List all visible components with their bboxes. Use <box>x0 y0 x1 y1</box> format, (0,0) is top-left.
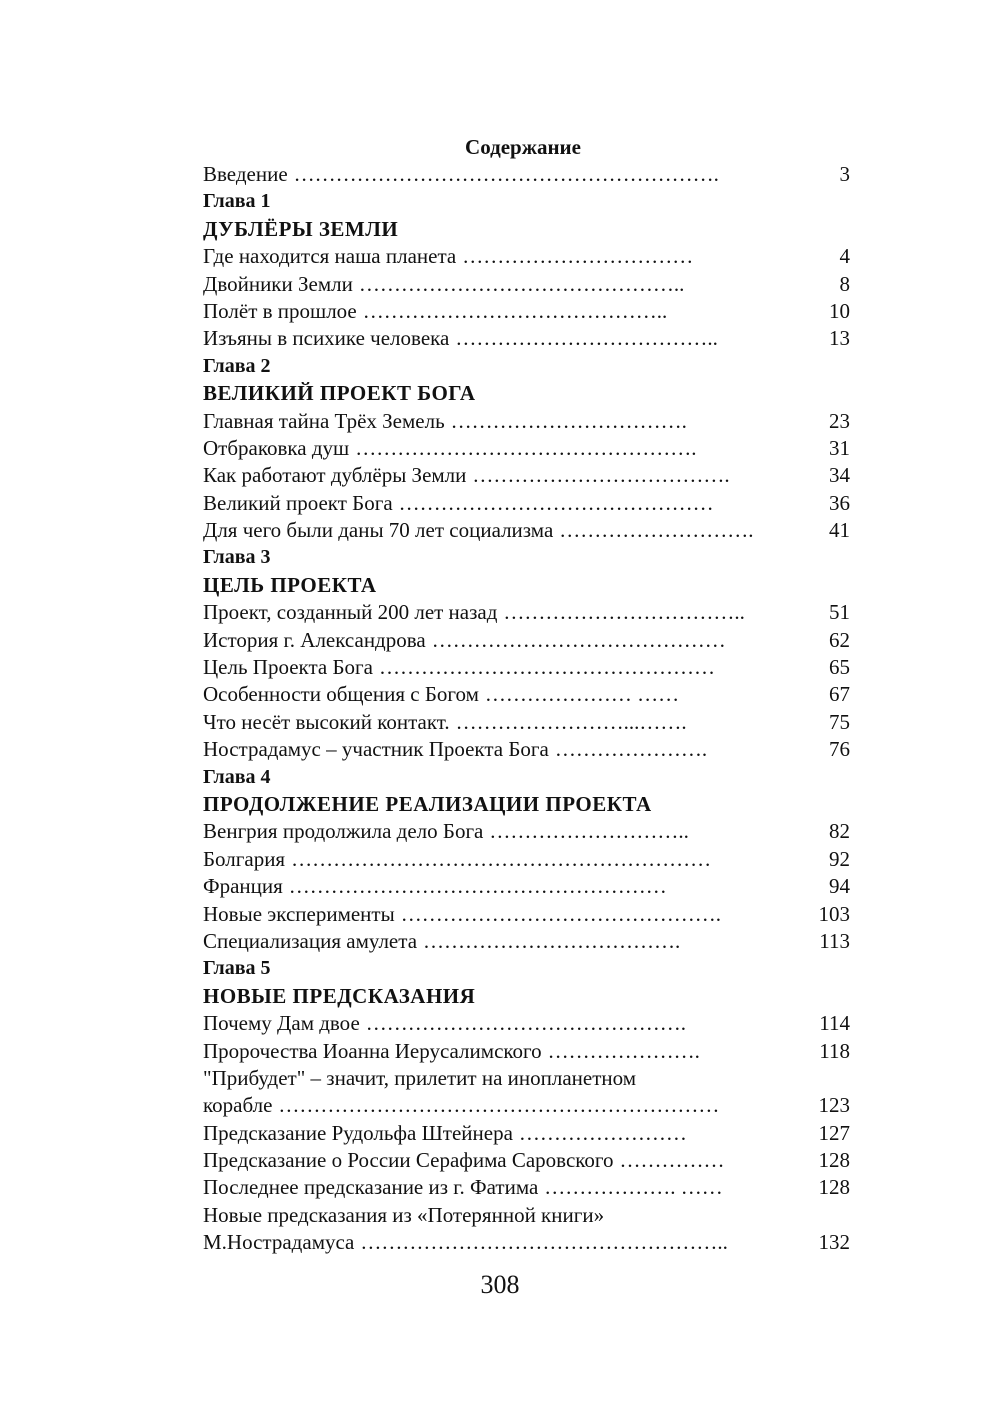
toc-entry-label: Франция <box>203 874 283 899</box>
toc-entry <box>203 243 853 270</box>
toc-entry-leader: …………… <box>619 1148 725 1173</box>
toc-entry-page: 82 <box>829 819 850 844</box>
toc-entry <box>203 408 853 435</box>
toc-entry-label: Специализация амулета <box>203 928 418 953</box>
toc-entry-page: 4 <box>839 244 850 269</box>
toc-rows <box>203 161 853 1257</box>
toc-entry-label: Нострадамус – участник Проекта Бога <box>203 737 549 762</box>
toc-entry-page: 51 <box>829 600 850 625</box>
toc-entry-leader: …………………………………… <box>431 627 726 652</box>
toc-entry-leader: ……………………………………………… <box>288 874 667 899</box>
toc-entry-label: Изъяны в психике человека <box>203 326 450 351</box>
chapter-heading: Глава 4 <box>203 765 271 788</box>
toc-entry-page: 62 <box>829 627 850 652</box>
toc-entry-leader: ………………………………………. <box>400 901 721 926</box>
toc-entry-leader: ……………………………………………………… <box>278 1093 720 1118</box>
toc-entry-leader: …………………………… <box>462 244 694 269</box>
toc-entry-page: 10 <box>829 298 850 323</box>
toc-entry-label: Что несёт высокий контакт. <box>203 709 450 734</box>
toc-entry-label: корабле <box>203 1093 273 1118</box>
toc-entry-label: Предсказание о России Серафима Саровского <box>203 1148 614 1173</box>
table-of-contents <box>203 133 853 1257</box>
toc-entry-leader: ………………………………………. <box>365 1011 687 1036</box>
toc-entry-page: 31 <box>829 435 850 460</box>
toc-entry-page: 132 <box>818 1230 850 1255</box>
toc-entry-label: Особенности общения с Богом <box>203 682 479 707</box>
toc-entry-leader: ……………………………….. <box>455 326 718 351</box>
chapter-title: ДУБЛЁРЫ ЗЕМЛИ <box>203 216 399 241</box>
toc-title: Содержание <box>465 135 581 159</box>
toc-entry-label: Болгария <box>203 846 286 871</box>
chapter-heading: Глава 3 <box>203 546 271 569</box>
toc-entry-label: Великий проект Бога <box>203 490 393 515</box>
toc-entry-page: 67 <box>829 682 850 707</box>
toc-entry-leader: ……………………………. <box>450 408 687 433</box>
toc-entry-page: 65 <box>829 655 850 680</box>
toc-entry-page: 114 <box>819 1011 850 1036</box>
toc-entry <box>203 709 853 736</box>
toc-entry-page: 92 <box>829 846 850 871</box>
toc-text-line: Новые предсказания из «Потерянной книги» <box>203 1202 605 1227</box>
toc-entry-page: 113 <box>819 928 850 953</box>
toc-entry <box>203 846 853 873</box>
toc-entry-label: М.Нострадамуса <box>203 1230 355 1255</box>
toc-entry-page: 8 <box>839 271 850 296</box>
toc-entry-page: 127 <box>818 1120 850 1145</box>
toc-entry-leader: …………………………………….. <box>362 298 668 323</box>
toc-entry-leader: ………………… …… <box>484 682 680 707</box>
chapter-heading: Глава 5 <box>203 957 271 980</box>
toc-entry <box>203 517 853 544</box>
toc-entry-label: История г. Александрова <box>203 627 426 652</box>
toc-entry <box>203 462 853 489</box>
toc-entry-leader: …………………………………………. <box>355 435 697 460</box>
toc-entry <box>203 818 853 845</box>
toc-entry-label: Двойники Земли <box>203 271 353 296</box>
chapter-title: ПРОДОЛЖЕНИЕ РЕАЛИЗАЦИИ ПРОЕКТА <box>203 791 652 816</box>
toc-entry-leader: …………………. <box>547 1038 700 1063</box>
chapter-title: НОВЫЕ ПРЕДСКАЗАНИЯ <box>203 983 476 1008</box>
toc-entry <box>203 736 853 763</box>
toc-entry-leader: ……………………………………… <box>398 490 714 515</box>
toc-entry-page: 123 <box>818 1093 850 1118</box>
toc-entry <box>203 928 853 955</box>
toc-entry-label: Венгрия продолжила дело Бога <box>203 819 484 844</box>
toc-entry-leader: …………………… <box>518 1120 687 1145</box>
toc-entry-page: 128 <box>818 1148 850 1173</box>
toc-entry-label: Новые эксперименты <box>203 901 395 926</box>
toc-entry <box>203 1229 853 1256</box>
toc-entry-page: 94 <box>829 874 850 899</box>
toc-entry-label: Предсказание Рудольфа Штейнера <box>203 1120 513 1145</box>
toc-entry-label: Цель Проекта Бога <box>203 655 373 680</box>
chapter-heading: Глава 1 <box>203 190 271 213</box>
toc-entry <box>203 271 853 298</box>
toc-entry-label: Проект, созданный 200 лет назад <box>203 600 498 625</box>
toc-entry <box>203 627 853 654</box>
toc-entry-label: Как работают дублёры Земли <box>203 463 467 488</box>
toc-entry-label: Полёт в прошлое <box>203 298 357 323</box>
toc-entry-leader: ……………………………………………………. <box>293 162 719 186</box>
toc-entry-leader: ……………………………………….. <box>358 271 685 296</box>
toc-entry-leader: ……………………….. <box>489 819 689 844</box>
toc-entry <box>203 298 853 325</box>
toc-entry-leader: …………………………………………….. <box>360 1230 728 1255</box>
toc-entry <box>203 1092 853 1119</box>
toc-entry-page: 3 <box>839 162 850 186</box>
toc-entry <box>203 599 853 626</box>
toc-entry-page: 76 <box>829 737 850 762</box>
toc-entry-page: 75 <box>829 709 850 734</box>
toc-entry-leader: ………………………………………… <box>378 655 715 680</box>
toc-entry <box>203 1010 853 1037</box>
toc-entry-label: Главная тайна Трёх Земель <box>203 408 445 433</box>
toc-entry-page: 41 <box>829 518 850 543</box>
toc-entry <box>203 161 853 188</box>
toc-entry-page: 36 <box>829 490 850 515</box>
toc-entry-leader: ………………………………. <box>472 463 730 488</box>
toc-entry-label: Где находится наша планета <box>203 244 457 269</box>
chapter-title: ЦЕЛЬ ПРОЕКТА <box>203 572 377 597</box>
toc-entry-label: Введение <box>203 162 288 186</box>
toc-entry-leader: …………………………………………………… <box>291 846 712 871</box>
chapter-heading: Глава 2 <box>203 354 271 377</box>
toc-entry-label: Пророчества Иоанна Иерусалимского <box>203 1038 542 1063</box>
toc-entry-page: 34 <box>829 463 850 488</box>
toc-entry <box>203 901 853 928</box>
toc-entry-leader: …………………………….. <box>503 600 745 625</box>
toc-entry <box>203 1038 853 1065</box>
toc-entry-leader: ………………. …… <box>544 1175 723 1200</box>
toc-entry-leader: ………………………. <box>559 518 754 543</box>
toc-entry <box>203 873 853 900</box>
page-number: 308 <box>480 1270 520 1299</box>
toc-entry-label: Отбраковка душ <box>203 435 350 460</box>
toc-entry <box>203 654 853 681</box>
toc-entry <box>203 435 853 462</box>
toc-entry-page: 103 <box>818 901 850 926</box>
toc-entry-leader: ………………………………. <box>423 928 681 953</box>
toc-entry <box>203 681 853 708</box>
toc-entry-leader: …………………. <box>554 737 708 762</box>
toc-entry-page: 118 <box>819 1038 850 1063</box>
toc-entry-page: 13 <box>829 326 850 351</box>
toc-entry <box>203 325 853 352</box>
toc-entry-label: Последнее предсказание из г. Фатима <box>203 1175 539 1200</box>
toc-entry <box>203 490 853 517</box>
toc-entry-label: Почему Дам двое <box>203 1011 360 1036</box>
toc-entry <box>203 1120 853 1147</box>
toc-entry <box>203 1147 853 1174</box>
toc-entry-leader: ……………………...……. <box>455 709 687 734</box>
toc-entry-page: 128 <box>818 1175 850 1200</box>
chapter-title: ВЕЛИКИЙ ПРОЕКТ БОГА <box>203 381 476 406</box>
toc-entry-page: 23 <box>829 408 850 433</box>
toc-entry <box>203 1174 853 1201</box>
toc-text-line: "Прибудет" – значит, прилетит на инопланетном <box>203 1065 637 1090</box>
toc-entry-label: Для чего были даны 70 лет социализма <box>203 518 554 543</box>
